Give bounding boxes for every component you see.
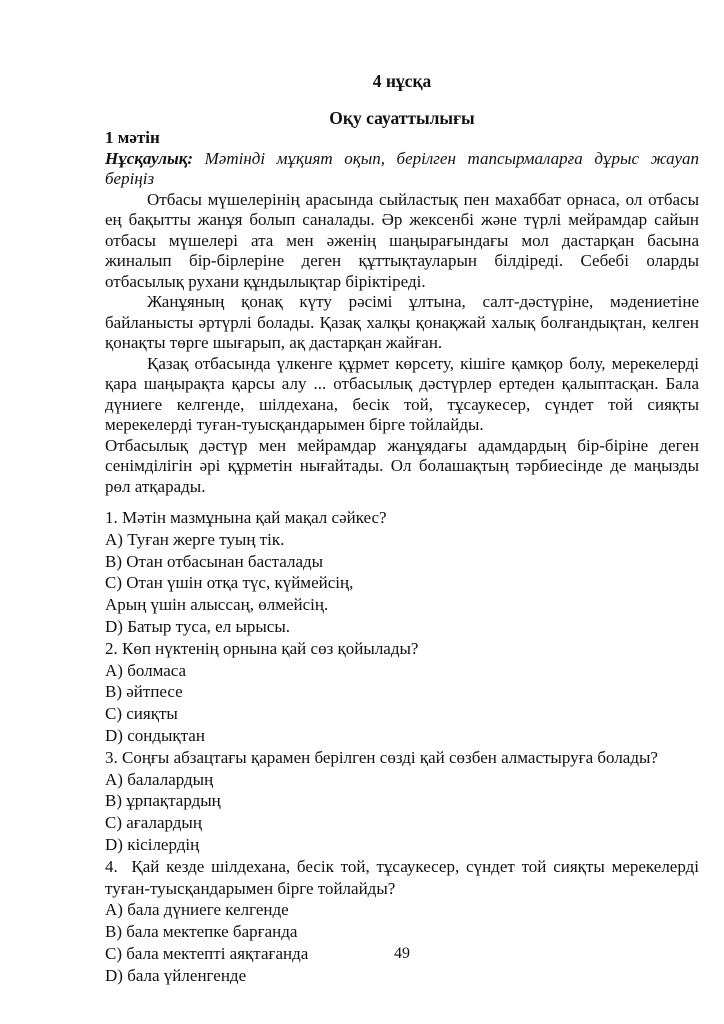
question-1-option-c-continued: Арың үшін алыссаң, өлмейсің. <box>105 595 329 615</box>
question-4-prompt: 4. Қай кезде шілдехана, бесік той, тұсаукесер, сүндет той сияқты мерекелерді туған-туысқандарымен бірге тойлайды? <box>105 856 699 898</box>
questions-section <box>105 507 699 987</box>
question-3-option-c: C) ағалардың <box>105 813 202 833</box>
question-4 <box>105 856 699 987</box>
question-2-prompt: 2. Көп нүктенің орнына қай сөз қойылады? <box>105 638 419 658</box>
paragraph-3: Қазақ отбасында үлкенге құрмет көрсету, кішіге қамқор болу, мерекелерді қара шаңырақта қарсы алу ... отбасылық дәстүрлер ертеден қалыптасқан. Бала дүниеге келгенде, шілдехана, бесік той, тұсаукесер, сүндет той сияқты мерекелерді туған-туысқандарымен бірге тойлайды. <box>105 353 699 434</box>
question-3-option-b: B) ұрпақтардың <box>105 791 221 811</box>
question-1-option-d: D) Батыр туса, ел ырысы. <box>105 616 290 636</box>
paragraph-1: Отбасы мүшелерінің арасында сыйластық пен махаббат орнаса, ол отбасы ең бақытты жанұя болып саналады. Әр жексенбі және түрлі мейрамдар сайын отбасы мүшелері ата мен әженің шаңырағындағы мол дастарқан басына жиналып бір-бірлеріне деген құттықтауларын білдіреді. Себебі оларды отбасылық рухани құндылықтар біріктіреді. <box>105 189 699 291</box>
question-1-option-c: C) Отан үшін отқа түс, күймейсің, <box>105 573 354 593</box>
question-1-prompt: 1. Мәтін мазмұнына қай мақал сәйкес? <box>105 508 387 527</box>
question-1-option-a: A) Туған жерге туың тік. <box>105 529 285 549</box>
section-title: Оқу сауаттылығы <box>329 107 475 128</box>
question-2-option-d: D) сондықтан <box>105 725 205 745</box>
question-4-option-d: D) бала үйленгенде <box>105 965 247 985</box>
instruction-label: Нұсқаулық: <box>105 148 194 168</box>
question-3 <box>105 747 699 856</box>
instruction-paragraph <box>105 149 699 190</box>
question-2 <box>105 638 699 747</box>
question-4-option-a: A) бала дүниеге келгенде <box>105 900 289 920</box>
question-3-option-d: D) кісілердің <box>105 834 200 854</box>
paragraph-2: Жанұяның қонақ күту рәсімі ұлтына, салт-дәстүріне, мәдениетіне байланысты әртүрлі болады. Қазақ халқы қонақжай халық болғандықтан, келген қонақты төрге шығарып, ақ дастарқан жайған. <box>105 292 699 352</box>
question-2-option-c: C) сияқты <box>105 704 178 724</box>
question-1-option-b: B) Отан отбасынан басталады <box>105 551 324 571</box>
paragraph-4: Отбасылық дәстүр мен мейрамдар жанұядағы адамдардың бір-біріне деген сенімділігін әрі құрметін нығайтады. Ол болашақтың тәрбиесінде де маңызды рөл атқарады. <box>105 435 699 496</box>
page-content <box>105 0 699 987</box>
page-number: 49 <box>394 945 410 962</box>
question-4-option-b: B) бала мектепке барғанда <box>105 922 298 942</box>
text-number-label: 1 мәтін <box>105 128 160 147</box>
question-1 <box>105 507 699 638</box>
question-4-option-c: C) бала мектепті аяқтағанда <box>105 943 309 963</box>
question-2-option-b: B) әйтпесе <box>105 682 183 702</box>
question-3-prompt: 3. Соңғы абзацтағы қарамен берілген сөзді қай сөзбен алмастыруға болады? <box>105 747 658 767</box>
question-3-option-a: A) балалардың <box>105 769 214 789</box>
variant-title: 4 нұсқа <box>372 71 432 91</box>
instruction-text: Мәтінді мұқият оқып, берілген тапсырмаларға дұрыс жауап беріңіз <box>105 148 700 188</box>
question-2-option-a: A) болмаса <box>105 660 187 680</box>
